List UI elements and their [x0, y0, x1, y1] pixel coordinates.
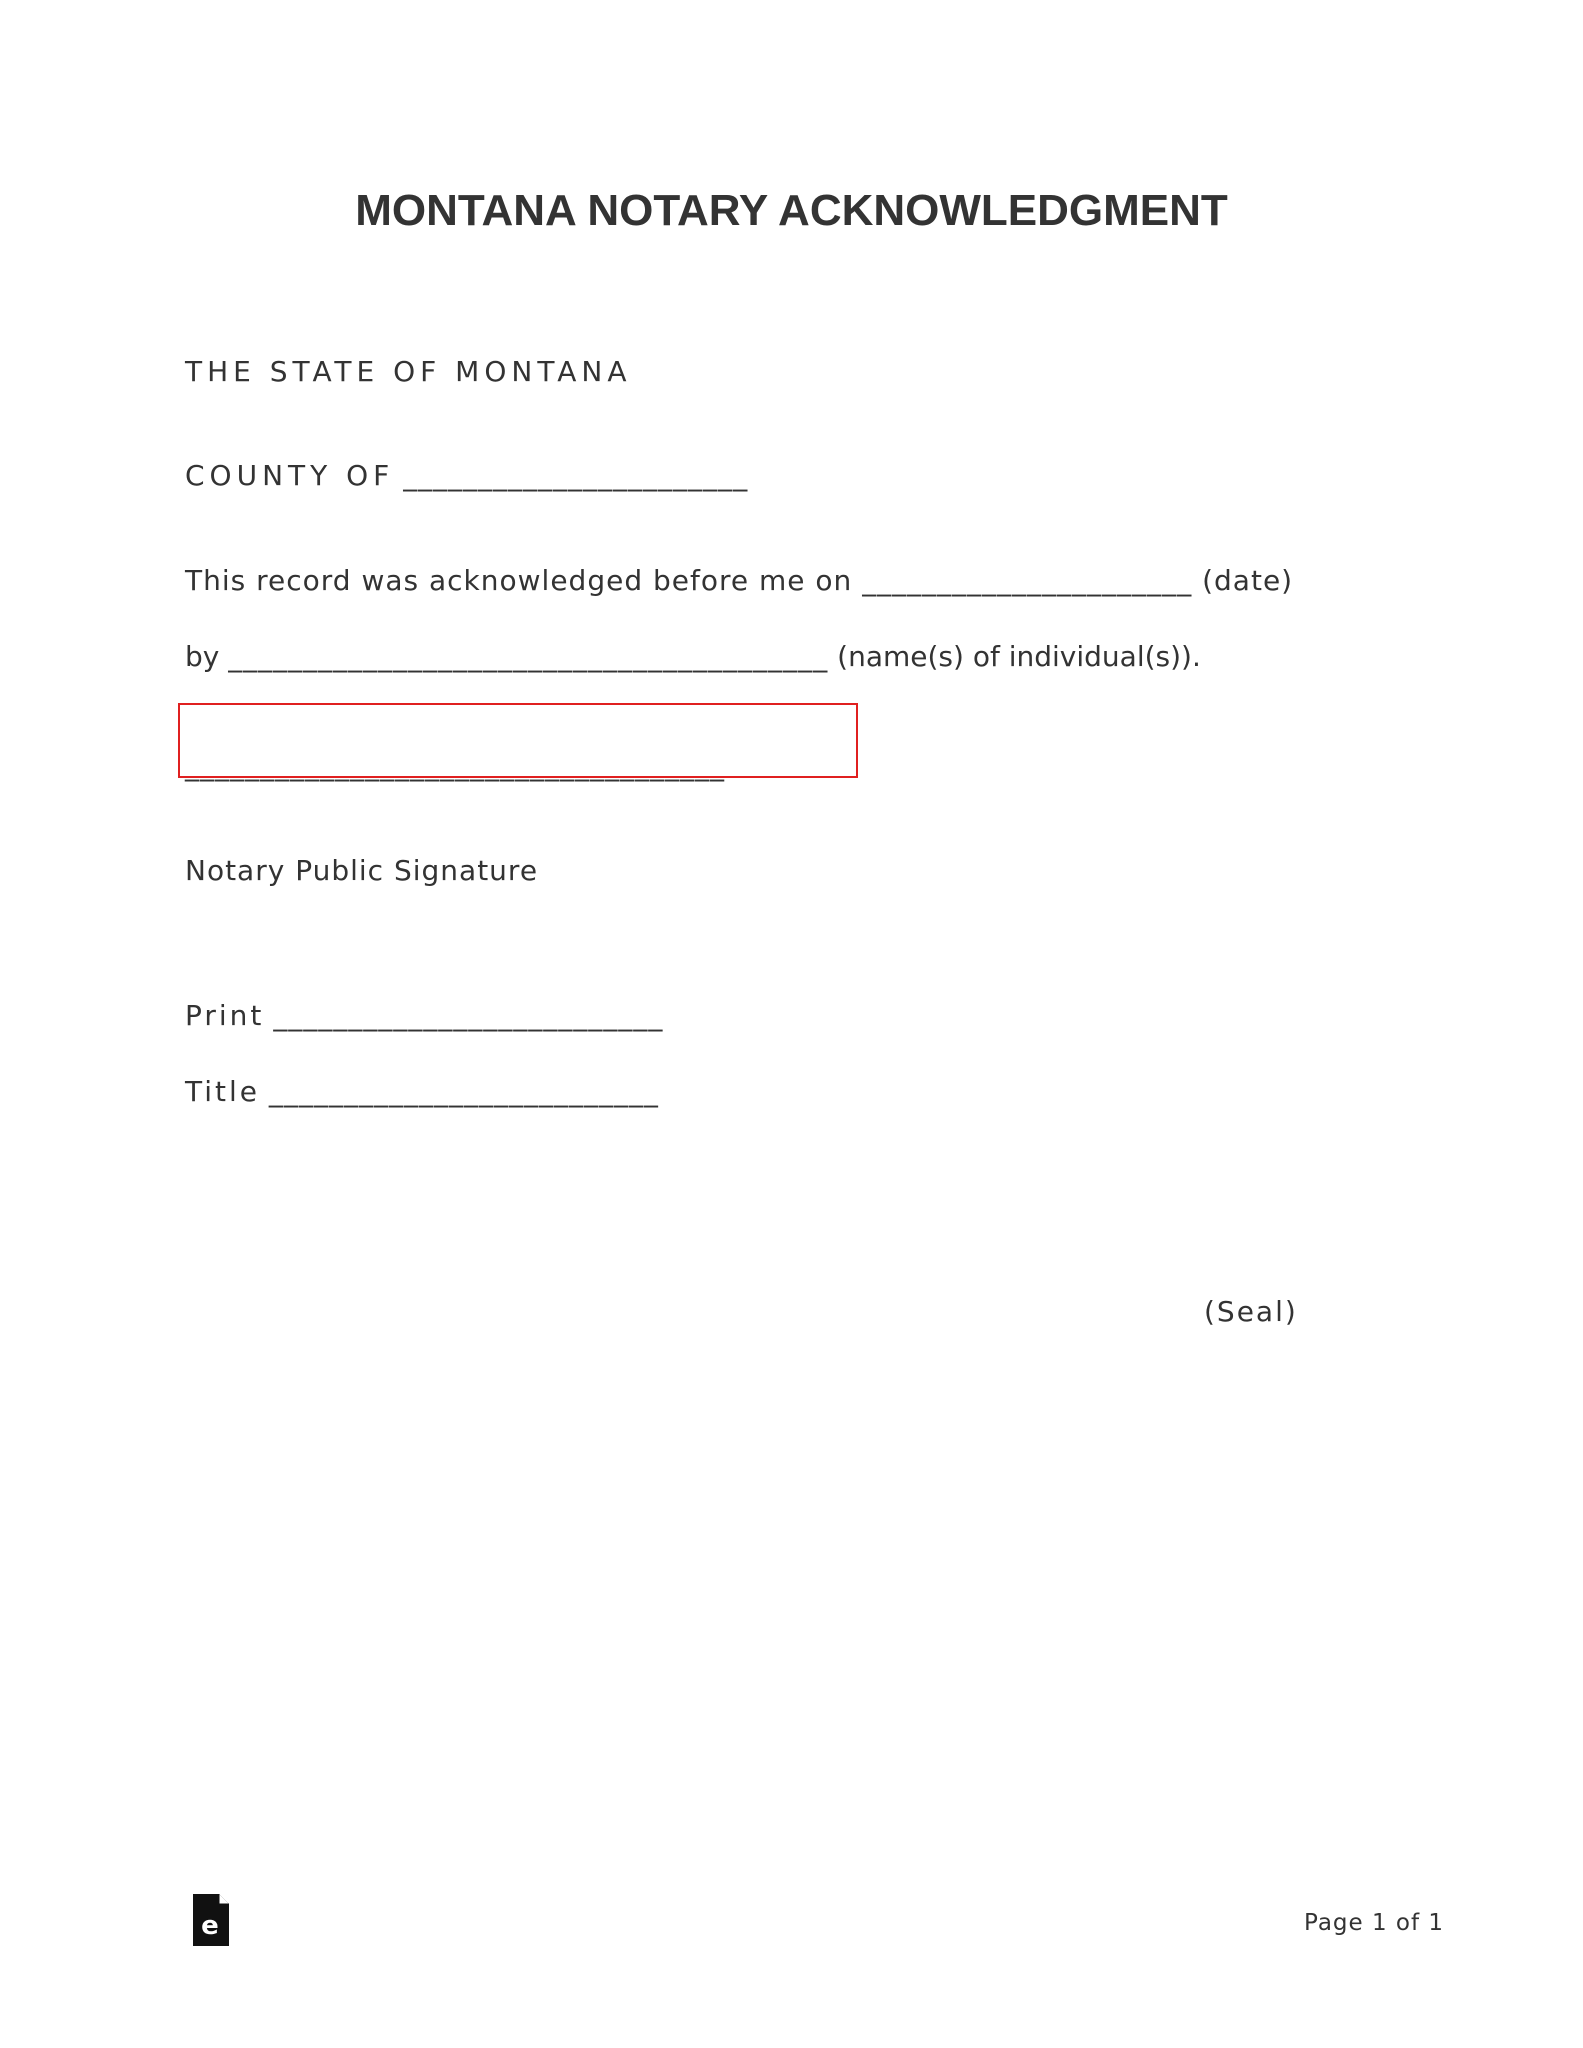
county-label: COUNTY OF: [185, 459, 395, 492]
print-row: [185, 999, 664, 1032]
names-hint: (name(s) of individual(s)).: [837, 640, 1201, 673]
county-row: [185, 459, 749, 492]
by-label: by: [185, 640, 220, 673]
eforms-logo-icon: [193, 1894, 229, 1946]
signature-field[interactable]: ____________________________________: [185, 749, 725, 782]
page-number: Page 1 of 1: [1304, 1910, 1445, 1936]
date-hint: (date): [1202, 564, 1294, 597]
record-text: This record was acknowledged before me on: [185, 564, 853, 597]
county-field[interactable]: _______________________: [403, 459, 749, 492]
print-field[interactable]: __________________________: [273, 999, 664, 1032]
title-field[interactable]: __________________________: [268, 1075, 659, 1108]
state-line: THE STATE OF MONTANA: [185, 355, 632, 388]
print-label: Print: [185, 999, 265, 1032]
signature-label: Notary Public Signature: [185, 854, 539, 887]
record-row: [185, 564, 1294, 597]
title-row: [185, 1075, 659, 1108]
by-row: [185, 640, 1201, 673]
document-title: MONTANA NOTARY ACKNOWLEDGMENT: [355, 186, 1228, 235]
eforms-logo-letter: e: [201, 1911, 219, 1941]
title-label: Title: [185, 1075, 261, 1108]
names-field[interactable]: ________________________________________: [228, 640, 829, 673]
seal-label: (Seal): [1204, 1295, 1298, 1328]
date-field[interactable]: ______________________: [862, 564, 1193, 597]
